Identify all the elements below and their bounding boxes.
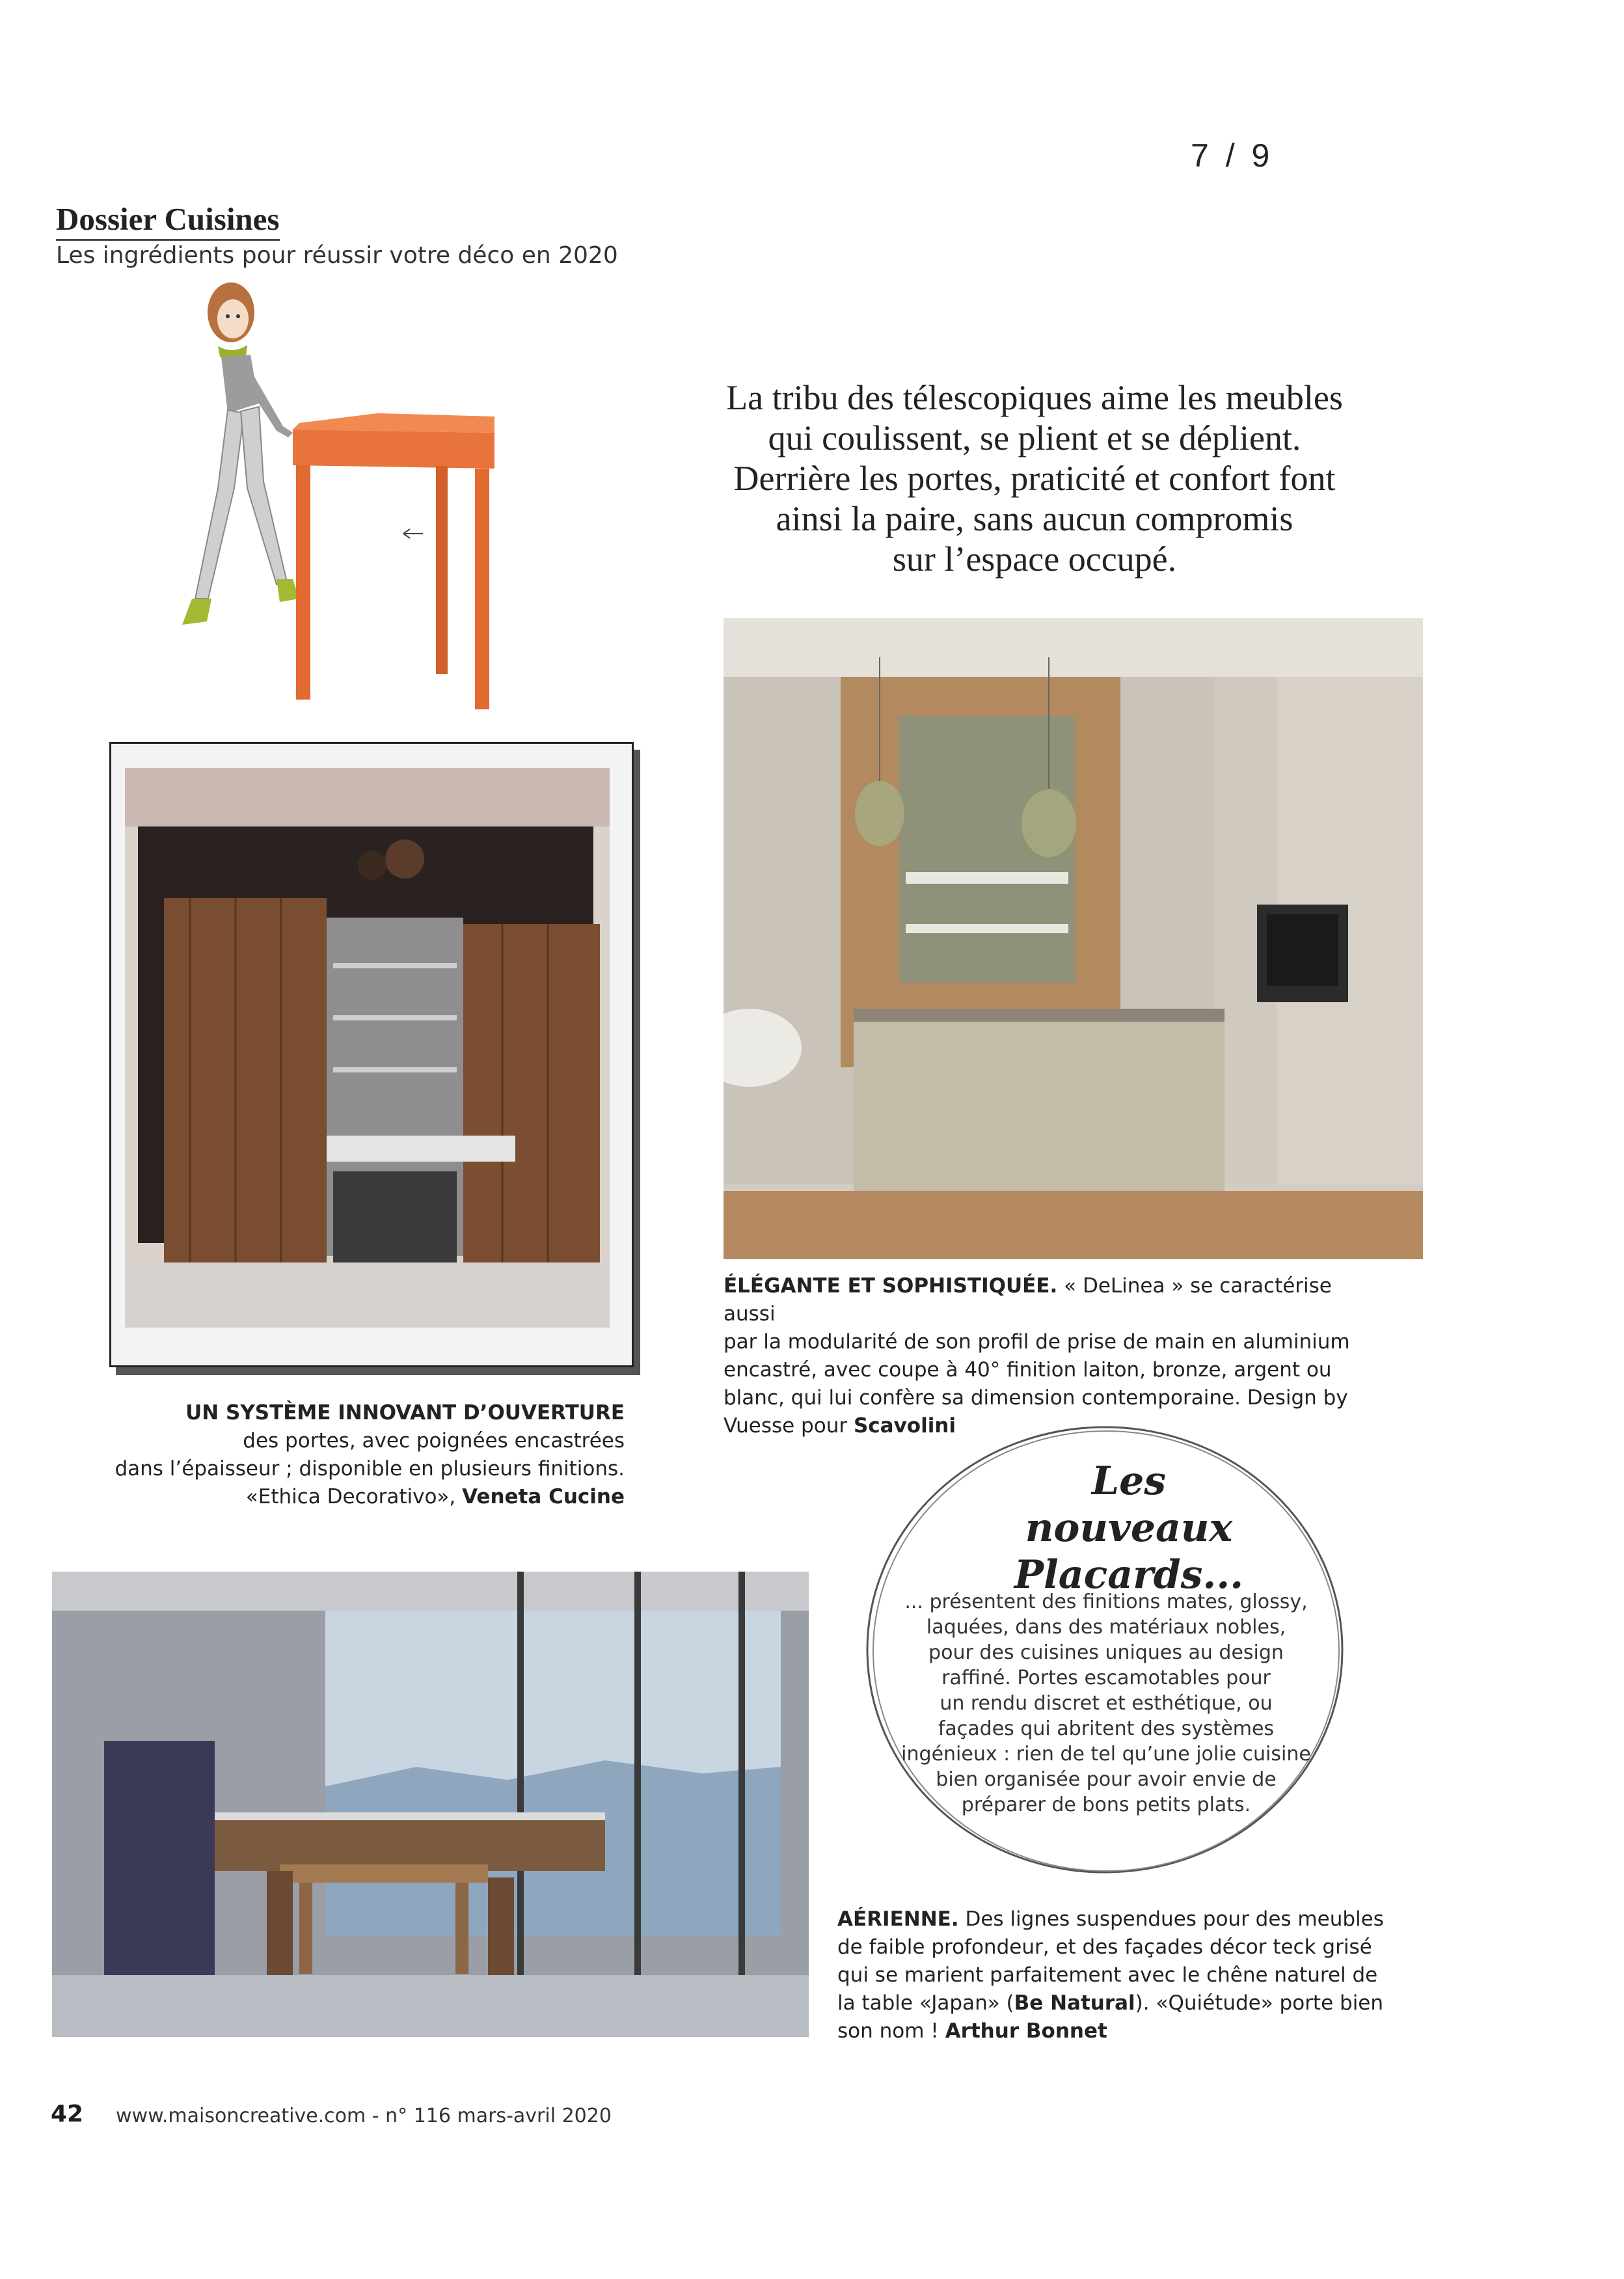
caption-line: son nom !	[837, 2019, 939, 2043]
circle-line: raffiné. Portes escamotables pour	[941, 1667, 1271, 1689]
circle-title-line: Placards...	[1014, 1552, 1244, 1598]
intro-line: sur l’espace occupé.	[892, 539, 1177, 579]
caption-line: Des lignes suspendues pour des meubles	[965, 1907, 1384, 1931]
section-subtitle: Les ingrédients pour réussir votre déco en 2020	[56, 242, 618, 269]
caption-heading: ÉLÉGANTE ET SOPHISTIQUÉE.	[724, 1274, 1058, 1298]
circle-title-line: Les nouveaux	[1025, 1458, 1233, 1551]
circle-line: un rendu discret et esthétique, ou	[940, 1692, 1273, 1715]
caption-arthur-bonnet	[837, 1905, 1397, 2045]
intro-line: ainsi la paire, sans aucun compromis	[776, 499, 1293, 538]
caption-brand: Be Natural	[1014, 1991, 1135, 2015]
caption-brand: Arthur Bonnet	[945, 2019, 1107, 2043]
photo-arthur-bonnet-kitchen	[52, 1572, 809, 2037]
caption-line: ). «Quiétude» porte bien	[1135, 1991, 1384, 2015]
circle-line: pour des cuisines uniques au design	[928, 1641, 1284, 1664]
circle-text	[878, 1589, 1334, 1818]
caption-veneta	[111, 1399, 625, 1511]
circle-line: ... présentent des finitions mates, glossy,	[904, 1590, 1308, 1613]
caption-brand: Veneta Cucine	[462, 1485, 625, 1508]
caption-line: qui se marient parfaitement avec le chêne naturel de	[837, 1963, 1378, 1987]
caption-line: «Ethica Decorativo»,	[245, 1485, 456, 1508]
photo-veneta-cabinet	[125, 768, 610, 1328]
circle-line: façades qui abritent des systèmes	[938, 1717, 1275, 1740]
circle-line: ingénieux : rien de tel qu’une jolie cuisine	[901, 1743, 1311, 1766]
circle-line: préparer de bons petits plats.	[961, 1794, 1251, 1816]
circle-line: laquées, dans des matériaux nobles,	[926, 1616, 1286, 1639]
illustration-woman-table	[130, 273, 638, 716]
footer-text: www.maisoncreative.com - n° 116 mars-avril 2020	[116, 2105, 612, 2127]
caption-line: Vuesse pour	[724, 1414, 848, 1438]
circle-line: bien organisée pour avoir envie de	[936, 1768, 1277, 1791]
circle-title	[989, 1458, 1269, 1598]
caption-heading: UN SYSTÈME INNOVANT D’OUVERTURE	[185, 1401, 625, 1425]
intro-line: qui coulissent, se plient et se déplient.	[768, 418, 1301, 457]
footer-page-number: 42	[51, 2101, 84, 2127]
caption-line: dans l’épaisseur ; disponible en plusieurs finitions.	[115, 1457, 625, 1481]
caption-line: par la modularité de son profil de prise de main en aluminium	[724, 1330, 1350, 1354]
intro-text	[690, 377, 1379, 579]
intro-line: Derrière les portes, praticité et confort font	[733, 459, 1336, 498]
caption-heading: AÉRIENNE.	[837, 1907, 959, 1931]
intro-line: La tribu des télescopiques aime les meubles	[726, 378, 1343, 417]
page-indicator: 7 / 9	[1191, 137, 1274, 174]
caption-line: « DeLinea » se caractérise aussi	[724, 1274, 1332, 1326]
caption-line: blanc, qui lui confère sa dimension contemporaine. Design by	[724, 1386, 1348, 1410]
section-title: Dossier Cuisines	[56, 200, 280, 241]
caption-line: encastré, avec coupe à 40° finition laiton, bronze, argent ou	[724, 1358, 1332, 1382]
photo-scavolini-kitchen	[724, 618, 1423, 1259]
caption-line: des portes, avec poignées encastrées	[243, 1429, 625, 1453]
caption-brand: Scavolini	[853, 1414, 956, 1438]
caption-line: la table «Japan» (	[837, 1991, 1014, 2015]
caption-line: de faible profondeur, et des façades décor teck grisé	[837, 1935, 1372, 1959]
